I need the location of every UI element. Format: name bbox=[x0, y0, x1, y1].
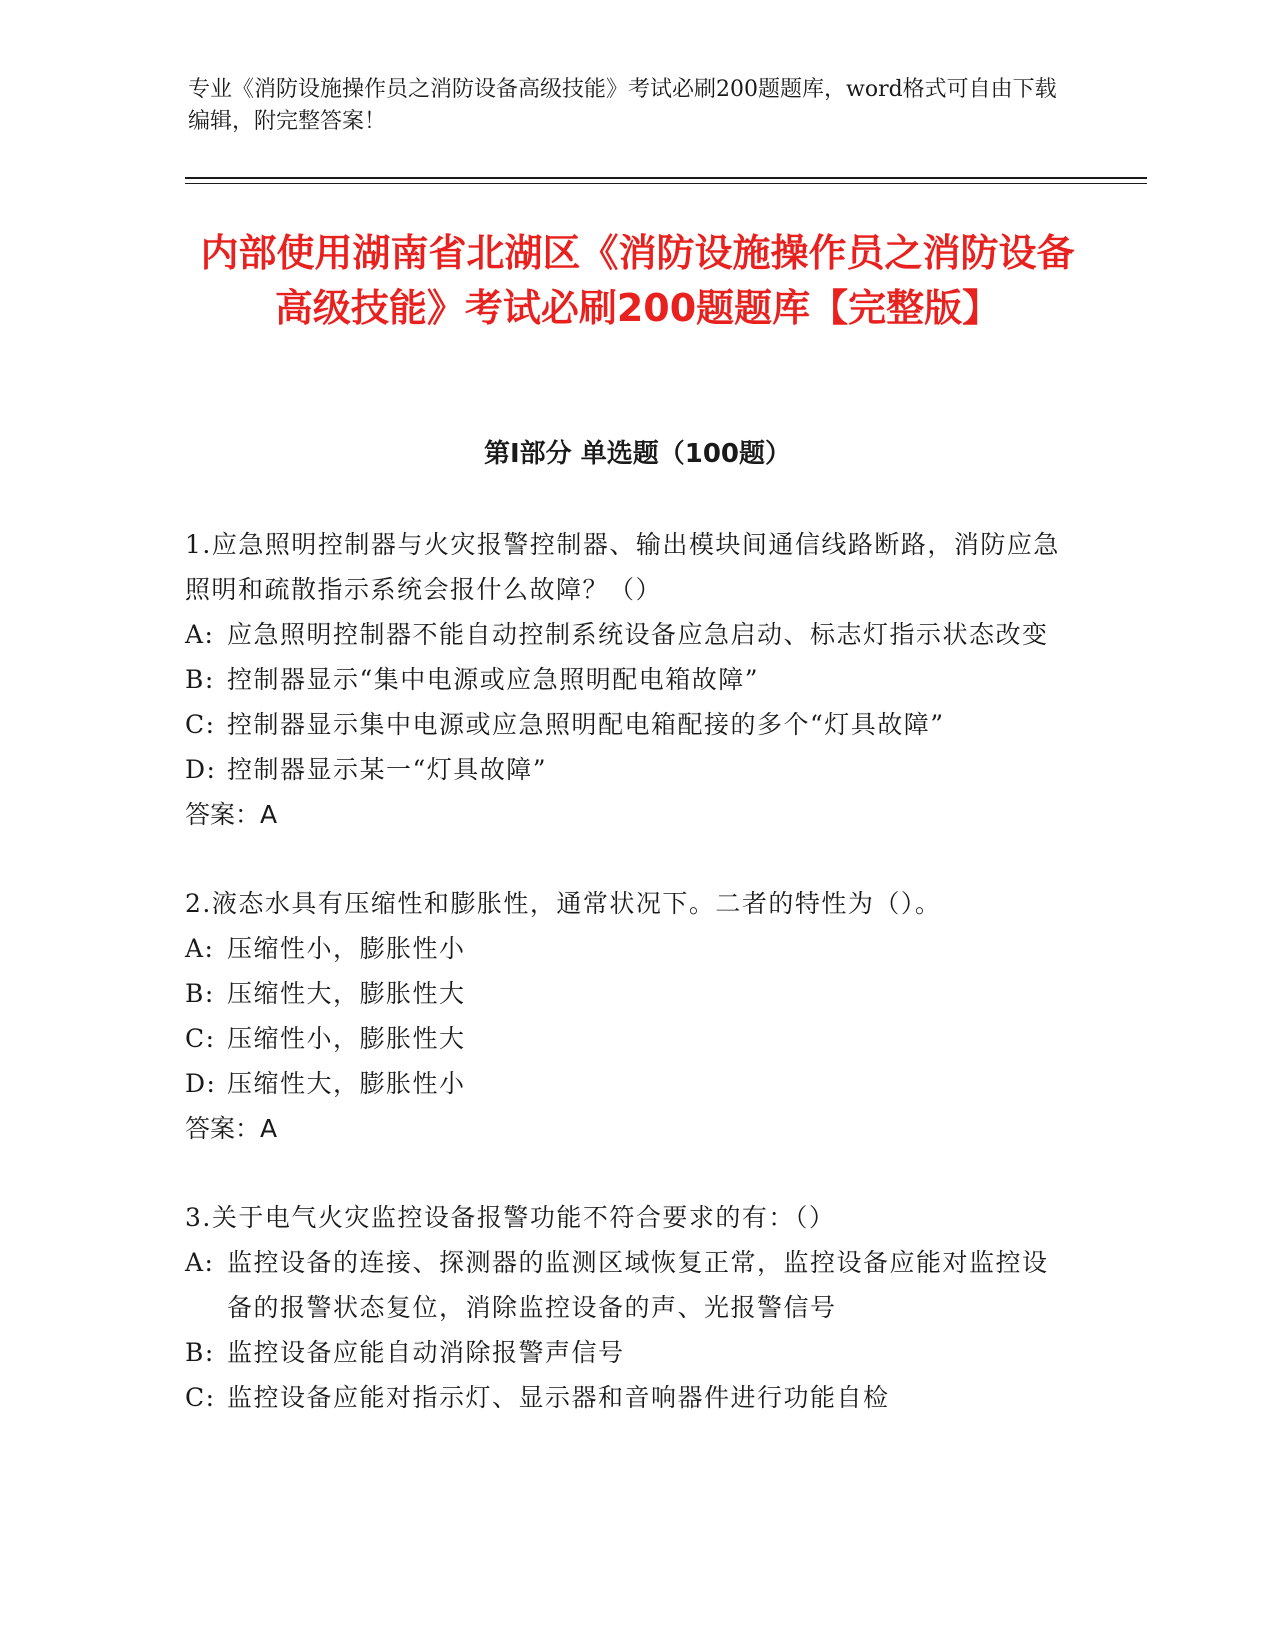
option-key: B: bbox=[185, 979, 215, 1008]
option-text: 压缩性小，膨胀性大 bbox=[227, 1024, 466, 1053]
document-title: 内部使用湖南省北湖区《消防设施操作员之消防设备高级技能》考试必刷200题题库【完整版】 bbox=[200, 231, 1075, 330]
option-text: 控制器显示集中电源或应急照明配电箱配接的多个“灯具故障” bbox=[227, 710, 945, 739]
option-a bbox=[185, 1240, 1065, 1330]
option-a bbox=[185, 926, 1065, 971]
option-key: D: bbox=[185, 755, 217, 784]
option-d bbox=[185, 1061, 1065, 1106]
header-note: 专业《消防设施操作员之消防设备高级技能》考试必刷200题题库，word格式可自由下载编辑，附完整答案！ bbox=[188, 77, 1057, 134]
option-b bbox=[185, 657, 1065, 702]
answer: 答案：A bbox=[185, 800, 278, 829]
option-b bbox=[185, 971, 1065, 1016]
option-key: D: bbox=[185, 1069, 217, 1098]
answer: 答案：A bbox=[185, 1114, 278, 1143]
question-1 bbox=[185, 522, 1065, 837]
option-key: B: bbox=[185, 665, 215, 694]
option-key: C: bbox=[185, 710, 216, 739]
question-3 bbox=[185, 1195, 1065, 1420]
option-text: 监控设备应能自动消除报警声信号 bbox=[227, 1338, 625, 1367]
option-key: C: bbox=[185, 1383, 216, 1412]
option-a bbox=[185, 612, 1065, 657]
option-text: 应急照明控制器不能自动控制系统设备应急启动、标志灯指示状态改变 bbox=[227, 620, 1049, 649]
option-key: C: bbox=[185, 1024, 216, 1053]
header-rule-thin bbox=[185, 183, 1147, 184]
question-2 bbox=[185, 881, 1065, 1151]
option-d bbox=[185, 747, 1065, 792]
option-key: A: bbox=[185, 620, 215, 649]
option-key: A: bbox=[185, 934, 215, 963]
option-text: 压缩性小，膨胀性小 bbox=[227, 934, 466, 963]
question-list bbox=[185, 522, 1065, 1464]
option-key: A: bbox=[185, 1248, 215, 1277]
question-stem: 1.应急照明控制器与火灾报警控制器、输出模块间通信线路断路，消防应急照明和疏散指示系统会报什么故障？（） bbox=[185, 530, 1060, 604]
option-key: B: bbox=[185, 1338, 215, 1367]
header-rule-thick bbox=[185, 177, 1147, 179]
option-text: 压缩性大，膨胀性大 bbox=[227, 979, 466, 1008]
option-text: 控制器显示“集中电源或应急照明配电箱故障” bbox=[227, 665, 760, 694]
option-b bbox=[185, 1330, 1065, 1375]
option-text: 压缩性大，膨胀性小 bbox=[227, 1069, 466, 1098]
section-title: 第I部分 单选题（100题） bbox=[484, 439, 791, 469]
question-stem: 2.液态水具有压缩性和膨胀性，通常状况下。二者的特性为（）。 bbox=[185, 889, 942, 918]
question-stem: 3.关于电气火灾监控设备报警功能不符合要求的有：（） bbox=[185, 1203, 836, 1232]
option-text: 监控设备应能对指示灯、显示器和音响器件进行功能自检 bbox=[227, 1383, 890, 1412]
option-c bbox=[185, 702, 1065, 747]
option-c bbox=[185, 1016, 1065, 1061]
option-c bbox=[185, 1375, 1065, 1420]
option-text: 控制器显示某一“灯具故障” bbox=[227, 755, 548, 784]
option-text: 监控设备的连接、探测器的监测区域恢复正常，监控设备应能对监控设备的报警状态复位，消除监控设备的声、光报警信号 bbox=[227, 1248, 1049, 1322]
